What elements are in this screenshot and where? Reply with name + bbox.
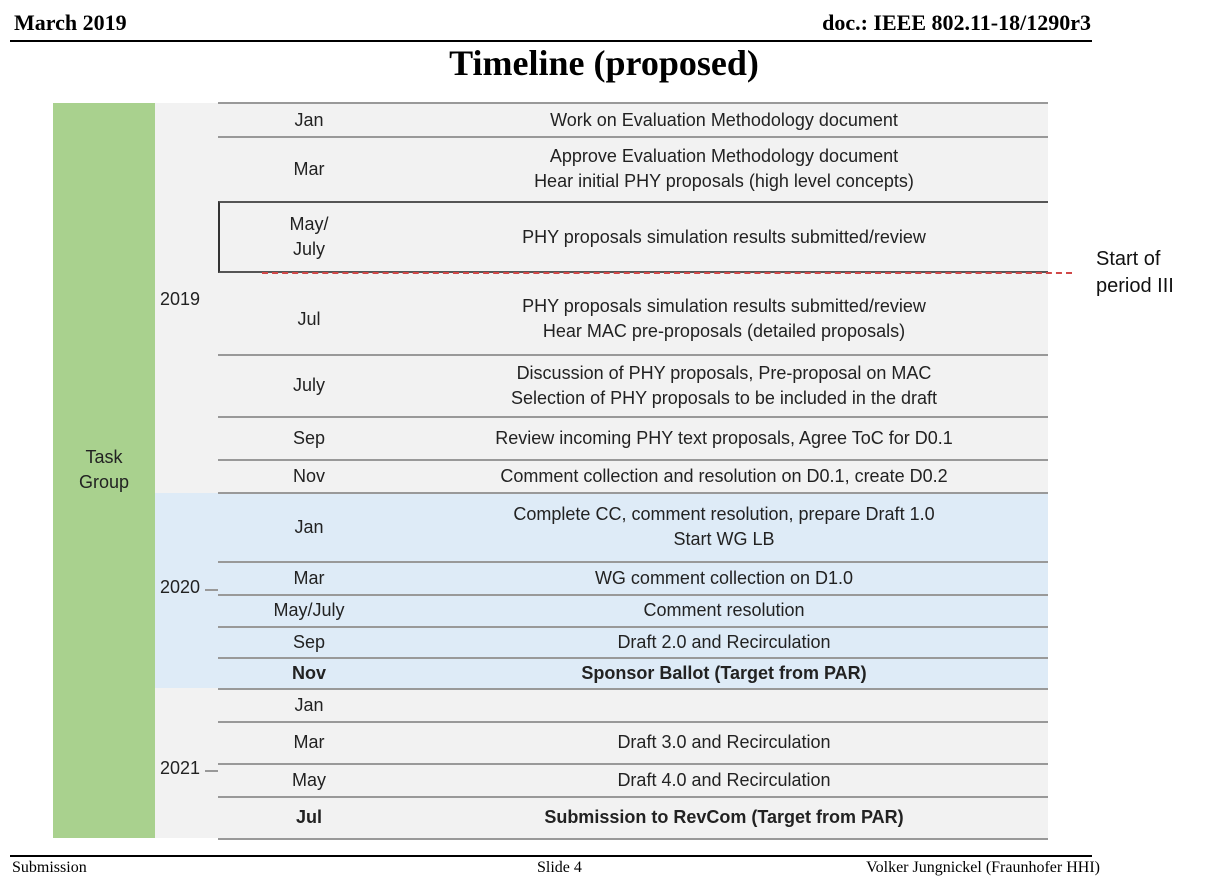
- row-activity: Discussion of PHY proposals, Pre-proposal on MAC Selection of PHY proposals to be included in the draft: [511, 362, 937, 408]
- timeline-row: [218, 103, 1048, 137]
- row-month: Sep: [292, 631, 326, 652]
- row-month: Mar: [293, 567, 325, 588]
- row-activity: Draft 4.0 and Recirculation: [617, 769, 831, 790]
- year-connector-2021: [205, 770, 218, 772]
- row-activity: Complete CC, comment resolution, prepare Draft 1.0 Start WG LB: [513, 504, 935, 549]
- timeline-row: [218, 627, 1048, 657]
- header-doc-id: doc.: IEEE 802.11-18/1290r3: [822, 10, 1091, 35]
- timeline-row: [218, 203, 1048, 271]
- row-month: Jan: [294, 109, 324, 130]
- row-month: July: [292, 375, 325, 395]
- row-month: Nov: [292, 465, 325, 486]
- timeline-row: [218, 417, 1048, 459]
- row-month: Jul: [297, 308, 321, 329]
- footer-rule: [10, 855, 1092, 857]
- row-activity: Review incoming PHY text proposals, Agree ToC for D0.1: [495, 427, 953, 448]
- timeline-row: [218, 355, 1048, 416]
- year-connector-2020: [205, 589, 218, 591]
- header-date: March 2019: [14, 10, 127, 35]
- row-activity: Sponsor Ballot (Target from PAR): [581, 662, 867, 683]
- row-activity: Comment resolution: [643, 600, 805, 620]
- footer-slide-number: Slide 4: [537, 859, 582, 876]
- row-month: Mar: [293, 732, 325, 752]
- period-marker-label: Start of period III: [1096, 248, 1174, 297]
- row-activity: PHY proposals simulation results submitted/review Hear MAC pre-proposals (detailed proposals): [522, 296, 926, 341]
- footer-submission: Submission: [12, 859, 87, 876]
- timeline-row: [218, 562, 1048, 594]
- row-activity: Draft 2.0 and Recirculation: [617, 631, 831, 652]
- row-month: May: [291, 769, 326, 790]
- period-marker-line: [262, 272, 1072, 274]
- year-label-2019: 2019: [160, 289, 201, 309]
- row-month: May/July: [273, 600, 345, 620]
- row-activity: Draft 3.0 and Recirculation: [617, 732, 831, 752]
- row-month: Sep: [292, 427, 326, 448]
- task-group-label: Task Group: [78, 447, 130, 492]
- timeline-row: [218, 722, 1048, 763]
- timeline-row: [218, 658, 1048, 688]
- timeline-row: [218, 797, 1048, 838]
- row-activity: Submission to RevCom (Target from PAR): [544, 807, 904, 827]
- year-label-2020: 2020: [160, 577, 201, 597]
- timeline-row: [218, 137, 1048, 201]
- timeline-row: [218, 284, 1048, 354]
- timeline-row: [218, 493, 1048, 561]
- timeline-row: [218, 595, 1048, 626]
- slide-title: Timeline (proposed): [449, 43, 759, 83]
- row-activity: Work on Evaluation Methodology document: [550, 109, 898, 130]
- footer-author: Volker Jungnickel (Fraunhofer HHI): [866, 859, 1100, 876]
- row-month: May/ July: [289, 214, 329, 259]
- year-label-2021: 2021: [160, 758, 201, 778]
- row-month: Jul: [295, 807, 322, 827]
- row-divider: [218, 838, 1048, 840]
- row-activity: PHY proposals simulation results submitted/review: [522, 226, 926, 247]
- timeline-row: [218, 764, 1048, 796]
- timeline-row: [218, 689, 1048, 721]
- row-activity: Comment collection and resolution on D0.1, create D0.2: [500, 465, 948, 486]
- timeline-row: [218, 460, 1048, 492]
- row-month: Mar: [293, 158, 325, 179]
- row-activity: WG comment collection on D1.0: [594, 567, 854, 588]
- row-month: Jan: [294, 516, 324, 537]
- row-month: Jan: [294, 694, 324, 715]
- row-activity: Approve Evaluation Methodology document Hear initial PHY proposals (high level concepts): [534, 146, 914, 191]
- row-month: Nov: [291, 662, 326, 683]
